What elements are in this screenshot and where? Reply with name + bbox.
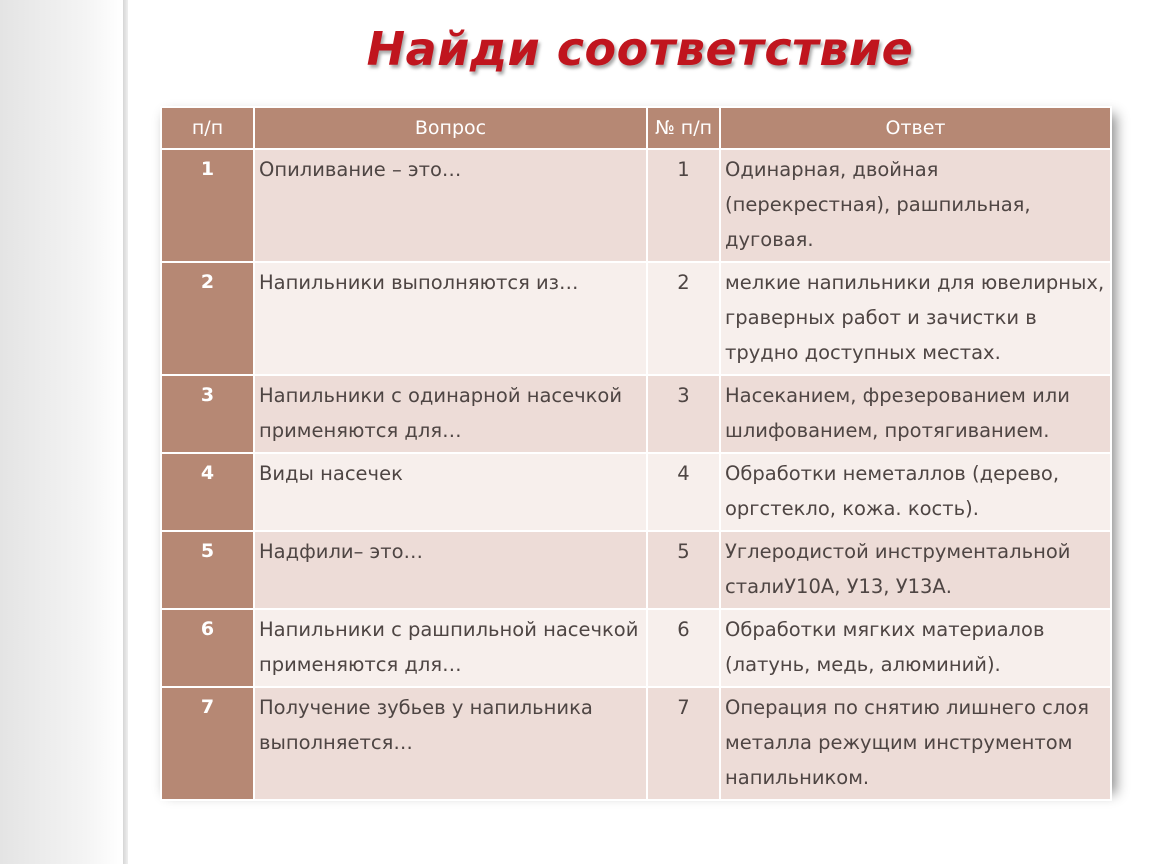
answer-cell: Углеродистой инструментальной сталиУ10А, У13, У13А. [720, 531, 1111, 609]
answer-number-cell: 2 [647, 262, 720, 375]
answer-number-cell: 5 [647, 531, 720, 609]
matching-table [160, 106, 1112, 801]
question-cell: Опиливание – это… [254, 149, 647, 262]
question-cell: Напильники с рашпильной насечкой применяются для… [254, 609, 647, 687]
header-answer: Ответ [720, 107, 1111, 149]
header-answer-number: № п/п [647, 107, 720, 149]
answer-number-cell: 6 [647, 609, 720, 687]
row-number: 5 [161, 531, 254, 609]
slide-title: Найди соответствие [366, 22, 914, 76]
side-decoration [0, 0, 122, 864]
answer-number-cell: 7 [647, 687, 720, 800]
question-cell: Виды насечек [254, 453, 647, 531]
table-row [161, 375, 1111, 453]
row-number: 4 [161, 453, 254, 531]
question-cell: Напильники выполняются из… [254, 262, 647, 375]
answer-cell: Операция по снятию лишнего слоя металла режущим инструментом напильником. [720, 687, 1111, 800]
question-cell: Напильники с одинарной насечкой применяются для… [254, 375, 647, 453]
answer-cell: Обработки неметаллов (дерево, оргстекло, кожа. кость). [720, 453, 1111, 531]
answer-cell: мелкие напильники для ювелирных, граверных работ и зачистки в трудно доступных местах. [720, 262, 1111, 375]
row-number: 6 [161, 609, 254, 687]
matching-table-container [160, 106, 1110, 789]
answer-cell: Насеканием, фрезерованием или шлифованием, протягиванием. [720, 375, 1111, 453]
row-number: 1 [161, 149, 254, 262]
answer-number-cell: 1 [647, 149, 720, 262]
table-row [161, 687, 1111, 800]
header-number: п/п [161, 107, 254, 149]
answer-cell: Одинарная, двойная (перекрестная), рашпильная, дуговая. [720, 149, 1111, 262]
answer-cell: Обработки мягких материалов (латунь, медь, алюминий). [720, 609, 1111, 687]
table-row [161, 149, 1111, 262]
side-divider [123, 0, 128, 864]
answer-number-cell: 3 [647, 375, 720, 453]
question-cell: Получение зубьев у напильника выполняется… [254, 687, 647, 800]
row-number: 7 [161, 687, 254, 800]
answer-number-cell: 4 [647, 453, 720, 531]
table-row [161, 262, 1111, 375]
table-row [161, 531, 1111, 609]
row-number: 2 [161, 262, 254, 375]
table-row [161, 453, 1111, 531]
table-row [161, 609, 1111, 687]
question-cell: Надфили– это… [254, 531, 647, 609]
header-question: Вопрос [254, 107, 647, 149]
table-header-row [161, 107, 1111, 149]
row-number: 3 [161, 375, 254, 453]
